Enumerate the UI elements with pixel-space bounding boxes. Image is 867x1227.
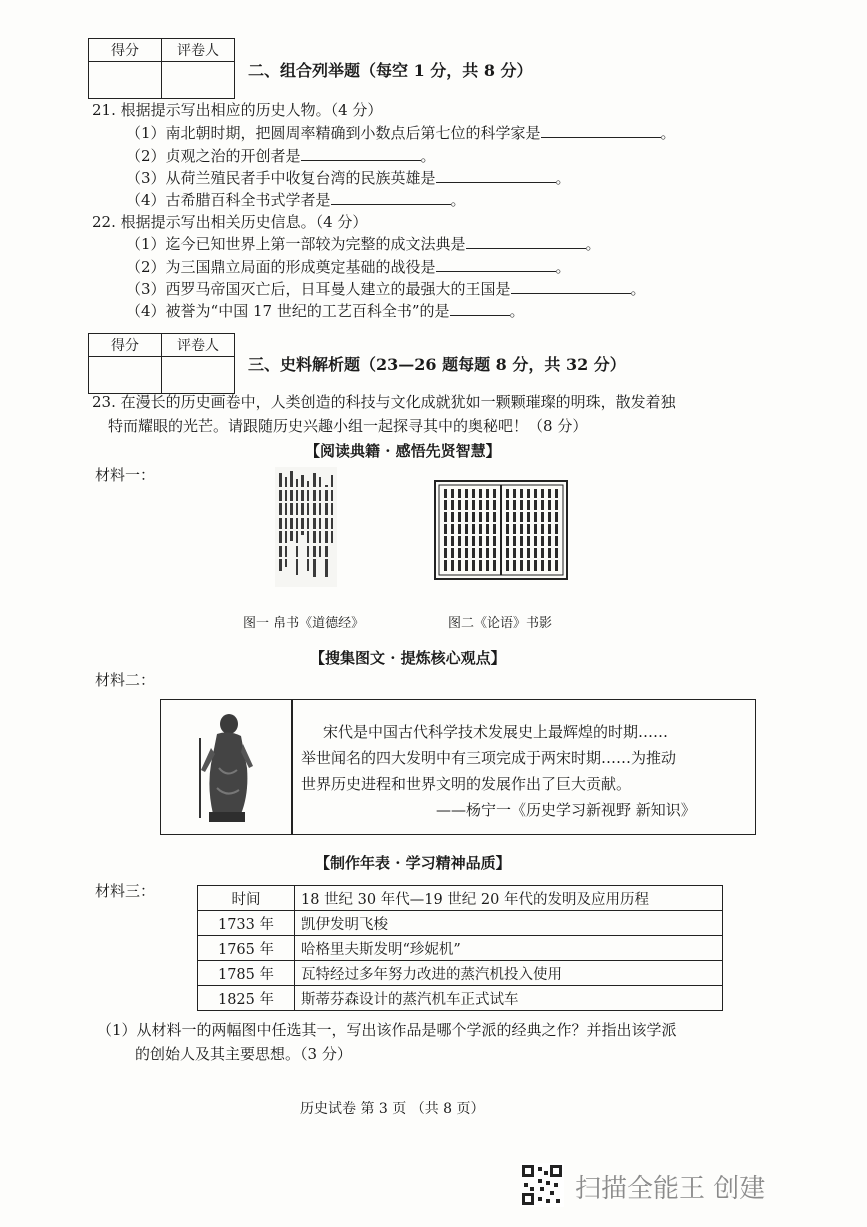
table-row — [198, 936, 723, 961]
row-year: 1733 年 — [198, 911, 295, 936]
row-event: 瓦特经过多年努力改进的蒸汽机投入使用 — [295, 961, 723, 986]
material1-label: 材料一： — [95, 466, 156, 484]
row-event: 哈格里夫斯发明“珍妮机” — [295, 936, 723, 961]
score-cell[interactable] — [89, 357, 162, 394]
grader-cell[interactable] — [162, 357, 235, 394]
row-year: 1765 年 — [198, 936, 295, 961]
q22-item-2: （2）为三国鼎立局面的形成奠定基础的战役是 。 — [126, 258, 571, 276]
section2-title: 二、组合列举题（每空 1 分，共 8 分） — [248, 61, 533, 80]
material2-box — [160, 699, 756, 835]
header-event: 18 世纪 30 年代—19 世纪 20 年代的发明及应用历程 — [295, 886, 723, 911]
score-label: 得分 — [89, 334, 162, 357]
q23-stem-line1: 23. 在漫长的历史画卷中，人类创造的科技与文化成就犹如一颗颗璀璨的明珠，散发着独 — [92, 393, 676, 411]
score-cell[interactable] — [89, 62, 162, 99]
figure2-caption: 图二《论语》书影 — [448, 616, 553, 631]
material3-label: 材料三： — [95, 882, 156, 900]
answer-blank[interactable] — [450, 301, 510, 316]
score-box-section3 — [88, 333, 235, 394]
row-year: 1825 年 — [198, 986, 295, 1011]
q21-item-2: （2）贞观之治的开创者是 。 — [126, 147, 436, 165]
quote-line-2: 举世闻名的四大发明中有三项完成于两宋时期……为推动 — [301, 749, 677, 767]
header-time: 时间 — [198, 886, 295, 911]
grader-label: 评卷人 — [162, 334, 235, 357]
q22-item-1: （1）迄今已知世界上第一部较为完整的成文法典是 。 — [126, 235, 601, 253]
grader-cell[interactable] — [162, 62, 235, 99]
row-event: 凯伊发明飞梭 — [295, 911, 723, 936]
part3-title: 【制作年表 · 学习精神品质】 — [315, 854, 511, 872]
q21-item-4: （4）古希腊百科全书式学者是 。 — [126, 191, 466, 209]
qr-code-icon — [520, 1163, 564, 1207]
quote-line-3: 世界历史进程和世界文明的发展作出了巨大贡献。 — [301, 775, 632, 793]
table-row — [198, 911, 723, 936]
q22-item-4: （4）被誉为“中国 17 世纪的工艺百科全书”的是 。 — [126, 302, 525, 320]
table-row — [198, 986, 723, 1011]
sub-question-1-line1: （1）从材料一的两幅图中任选其一，写出该作品是哪个学派的经典之作？并指出该学派 — [97, 1021, 677, 1039]
page-footer: 历史试卷 第 3 页 （共 8 页） — [300, 1101, 485, 1117]
timeline-table — [197, 885, 723, 1011]
sub-question-1-line2: 的创始人及其主要思想。（3 分） — [135, 1045, 352, 1063]
grader-label: 评卷人 — [162, 39, 235, 62]
row-event: 斯蒂芬森设计的蒸汽机车正式试车 — [295, 986, 723, 1011]
q21-item-1: （1）南北朝时期，把圆周率精确到小数点后第七位的科学家是 。 — [126, 124, 676, 142]
answer-blank[interactable] — [331, 190, 451, 205]
section3-title: 三、史料解析题（23—26 题每题 8 分，共 32 分） — [248, 355, 626, 374]
table-header-row — [198, 886, 723, 911]
answer-blank[interactable] — [466, 234, 586, 249]
score-label: 得分 — [89, 39, 162, 62]
q21-stem: 21. 根据提示写出相应的历史人物。（4 分） — [92, 101, 383, 119]
q22-item-3: （3）西罗马帝国灭亡后，日耳曼人建立的最强大的王国是 。 — [126, 280, 646, 298]
watermark-text: 扫描全能王 创建 — [575, 1174, 766, 1204]
table-row — [198, 961, 723, 986]
statue-image — [191, 708, 261, 826]
quote-source: ——杨宁一《历史学习新视野 新知识》 — [436, 801, 696, 819]
answer-blank[interactable] — [436, 168, 556, 183]
part2-title: 【搜集图文 · 提炼核心观点】 — [310, 649, 506, 667]
figure1-caption: 图一 帛书《道德经》 — [243, 616, 365, 631]
part1-title: 【阅读典籍 · 感悟先贤智慧】 — [305, 442, 501, 460]
answer-blank[interactable] — [511, 279, 631, 294]
analects-page-image — [434, 480, 568, 580]
divider — [291, 700, 293, 834]
score-box-section2 — [88, 38, 235, 99]
answer-blank[interactable] — [301, 146, 421, 161]
answer-blank[interactable] — [541, 123, 661, 138]
q23-stem-line2: 特而耀眼的光芒。请跟随历史兴趣小组一起探寻其中的奥秘吧！（8 分） — [108, 417, 588, 435]
material2-label: 材料二： — [95, 671, 156, 689]
answer-blank[interactable] — [436, 257, 556, 272]
q21-item-3: （3）从荷兰殖民者手中收复台湾的民族英雄是 。 — [126, 169, 571, 187]
quote-line-1: 宋代是中国古代科学技术发展史上最辉煌的时期…… — [323, 723, 669, 741]
q22-stem: 22. 根据提示写出相关历史信息。（4 分） — [92, 213, 368, 231]
silk-manuscript-image — [275, 467, 337, 587]
row-year: 1785 年 — [198, 961, 295, 986]
